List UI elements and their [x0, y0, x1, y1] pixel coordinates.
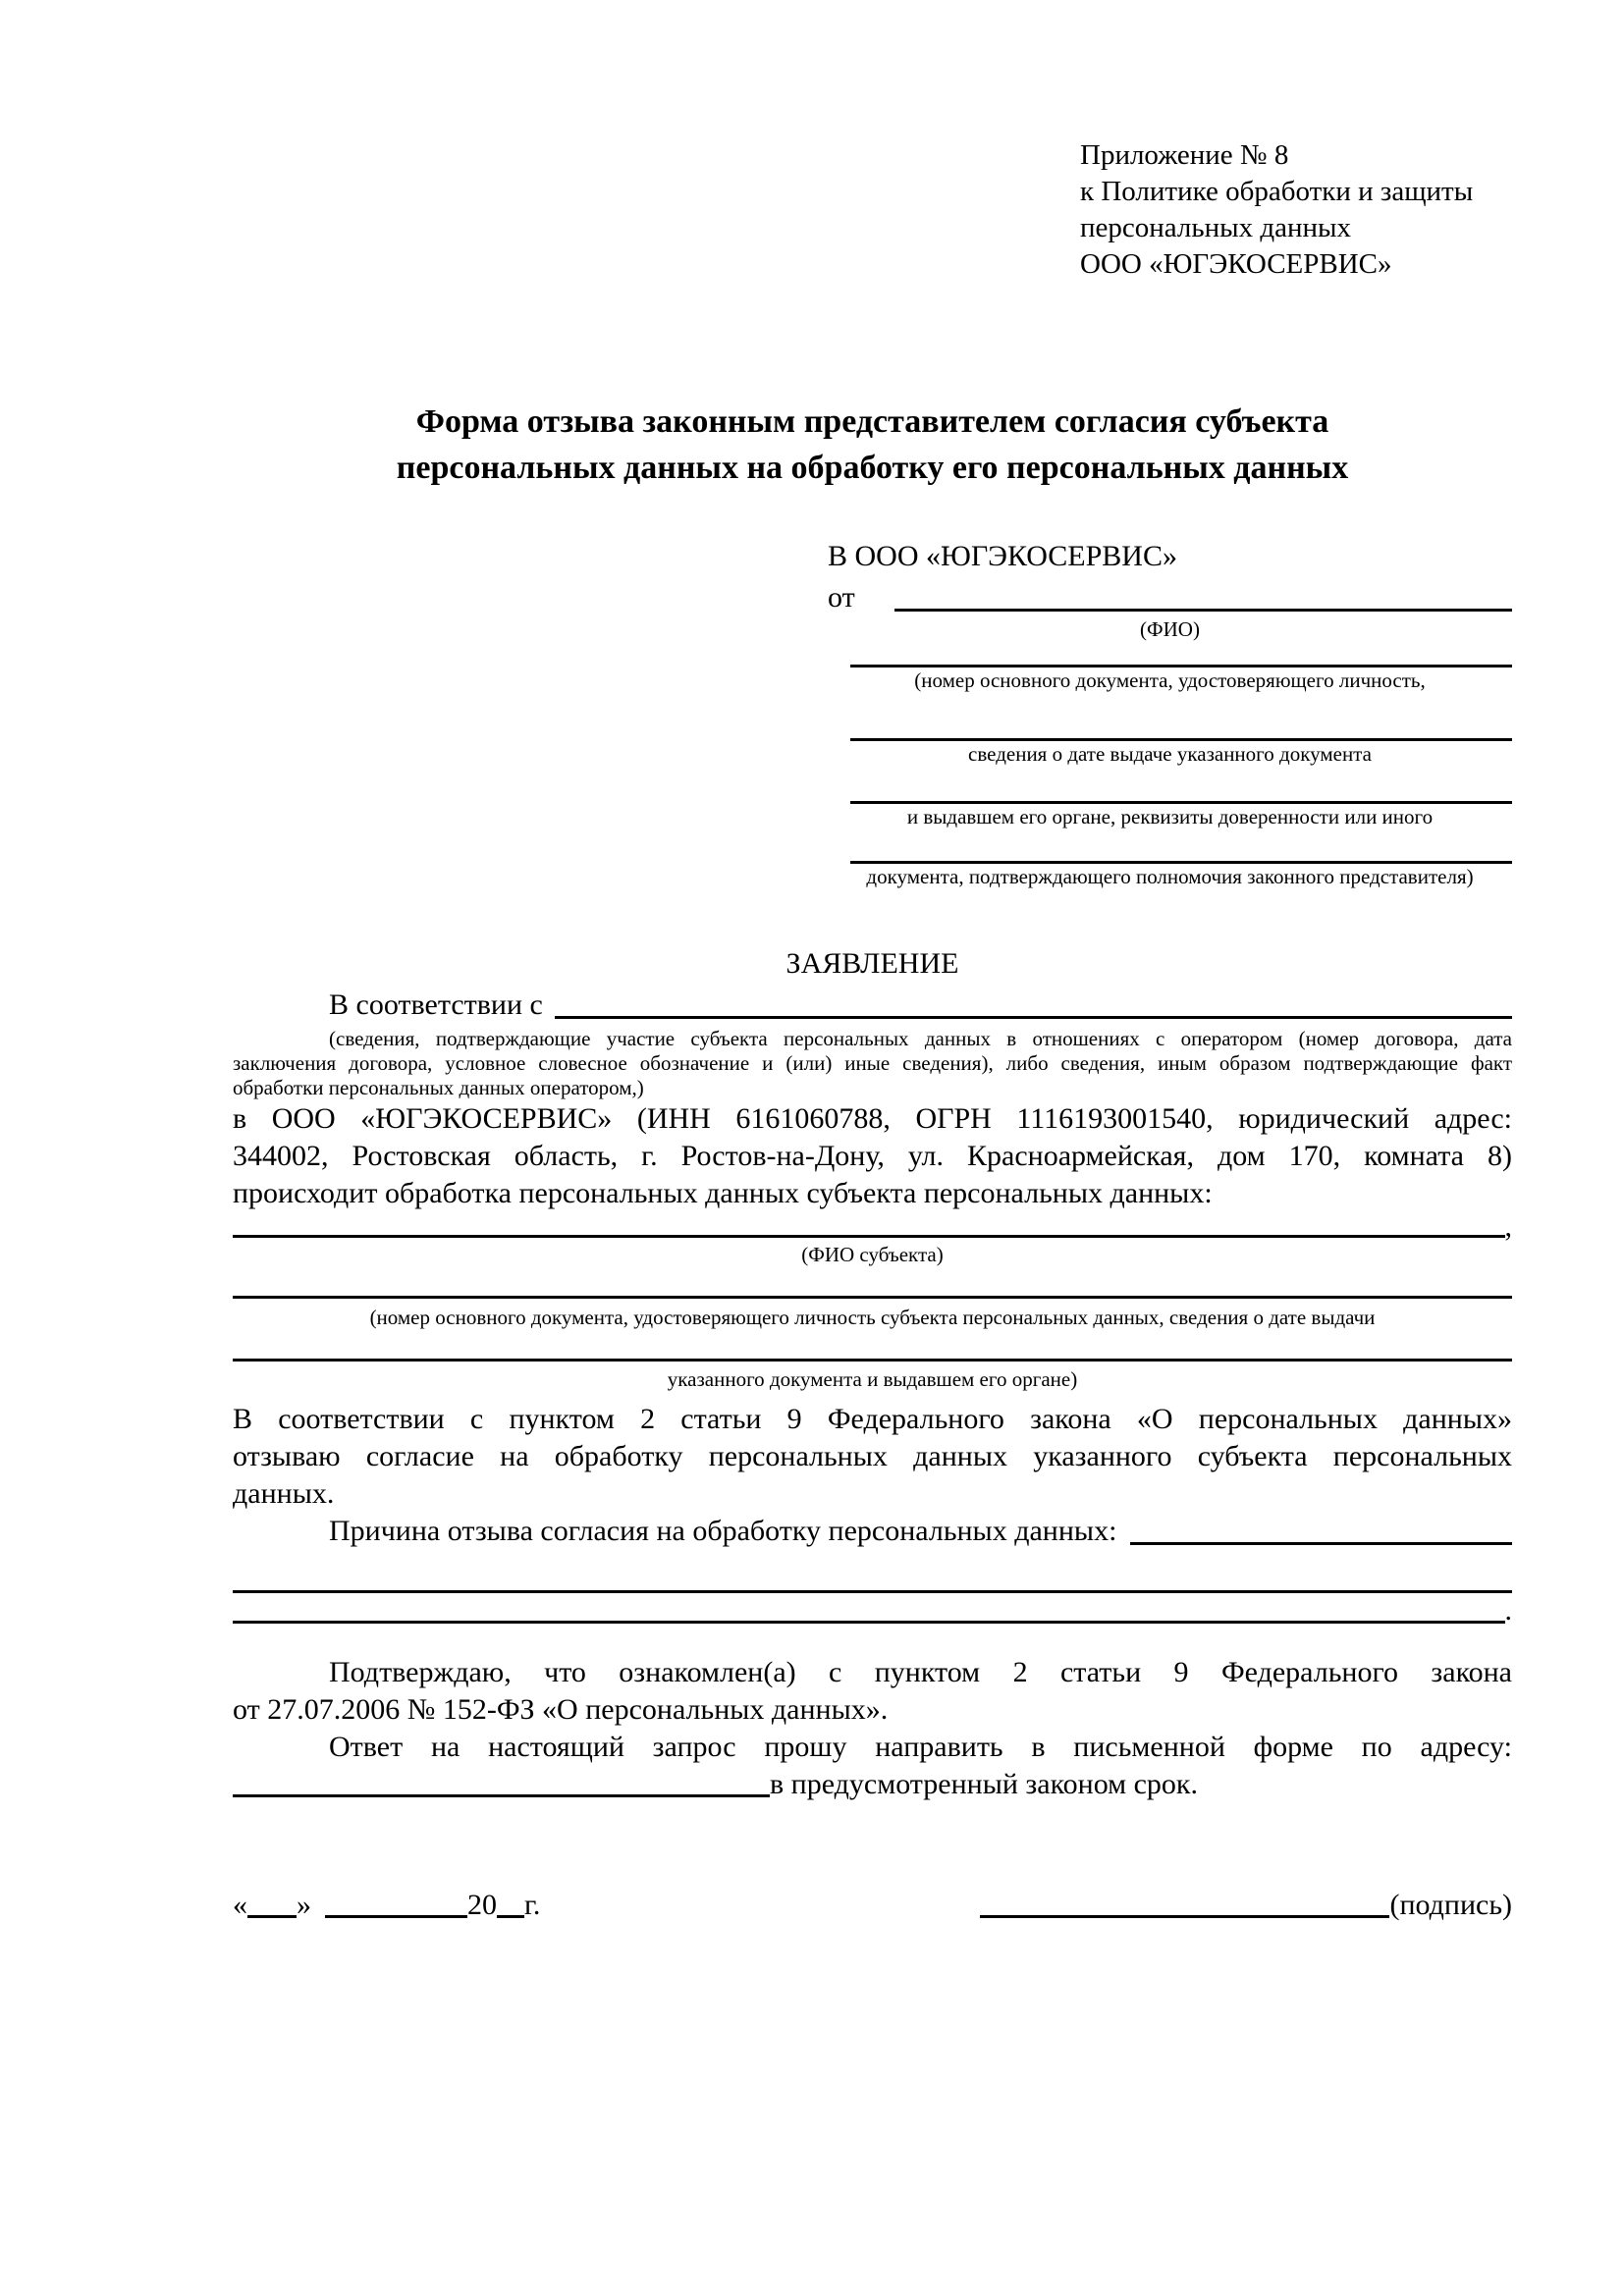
withdrawal-paragraph — [233, 1401, 1512, 1513]
caption-doc-authority: и выдавшем его органе, реквизиты доверенности или иного — [906, 805, 1434, 828]
signature-field — [980, 1887, 1512, 1924]
date-year-prefix: 20 — [467, 1889, 497, 1921]
withdrawal-line: данных. — [233, 1477, 335, 1510]
intro-blank-line — [555, 1016, 1512, 1019]
trailing-period: . — [1504, 1594, 1512, 1627]
date-day-blank — [247, 1915, 297, 1918]
operator-line: 344002, Ростовская область, г. Ростов-на-Дону, ул. Красноармейская, дом 170, комната 8) — [233, 1140, 1512, 1172]
caption-subject-fio: (ФИО субъекта) — [801, 1243, 944, 1266]
from-label: от — [828, 581, 855, 614]
subject-comma: , — [1504, 1210, 1512, 1243]
caption-subject-doc-1: (номер основного документа, удостоверяющего личность субъекта персональных данных, сведения о дате выдачи — [369, 1306, 1376, 1329]
confirmation-paragraph — [233, 1654, 1512, 1729]
subject-name-row — [233, 1212, 1512, 1242]
note-line: (сведения, подтверждающие участие субъекта персональных данных в отношениях с оператором (номер договора, дата — [329, 1027, 1512, 1050]
subject-name-blank-line — [233, 1235, 1505, 1238]
note-paragraph — [233, 1027, 1512, 1100]
appendix-line: ООО «ЮГЭКОСЕРВИС» — [1080, 248, 1392, 280]
caption-doc-number: (номер основного документа, удостоверяющего личность, — [914, 668, 1426, 692]
caption-fio: (ФИО) — [1140, 617, 1200, 641]
subject-doc-authority-blank-line — [233, 1359, 1512, 1362]
reason-extra-row-2 — [233, 1593, 1512, 1629]
withdrawal-line: В соответствии с пунктом 2 статьи 9 Федерального закона «О персональных данных» — [233, 1403, 1512, 1435]
reason-blank-line — [1130, 1542, 1512, 1545]
reply-line: Ответ на настоящий запрос прошу направить в письменной форме по адресу: — [329, 1731, 1512, 1763]
subject-doc-blank-line — [233, 1296, 1512, 1299]
appendix-line: персональных данных — [1080, 212, 1352, 243]
reply-tail: в предусмотренный законом срок. — [770, 1768, 1198, 1800]
confirmation-line: Подтверждаю, что ознакомлен(а) с пунктом 2 статьи 9 Федерального закона — [329, 1656, 1512, 1688]
document-title-line: Форма отзыва законным представителем согласия субъекта — [415, 403, 1329, 440]
document-title — [233, 399, 1512, 491]
withdrawal-line: отзываю согласие на обработку персональных данных указанного субъекта персональных — [233, 1440, 1512, 1472]
appendix-line: Приложение № 8 — [1080, 139, 1289, 171]
date-quote-open: « — [233, 1889, 247, 1921]
document-title-line: персональных данных на обработку его персональных данных — [396, 450, 1349, 486]
addressee-company: В ООО «ЮГЭКОСЕРВИС» — [828, 540, 1177, 572]
note-line: заключения договора, условное словесное обозначение и (или) иные сведения), либо сведения, иным образом подтверждающие факт — [233, 1051, 1512, 1075]
caption-subject-doc-2: указанного документа и выдавшем его органе) — [667, 1367, 1078, 1391]
reply-paragraph — [233, 1729, 1512, 1803]
caption-representative-doc: документа, подтверждающего полномочия законного представителя) — [866, 865, 1474, 888]
operator-line: в ООО «ЮГЭКОСЕРВИС» (ИНН 6161060788, ОГРН 1116193001540, юридический адрес: — [233, 1102, 1512, 1135]
caption-doc-issue-date: сведения о дате выдаче указанного документа — [968, 742, 1372, 766]
signature-caption: (подпись) — [1389, 1889, 1512, 1921]
reason-label: Причина отзыва согласия на обработку персональных данных: — [329, 1515, 1117, 1547]
signature-blank-line — [980, 1915, 1389, 1918]
date-field — [233, 1887, 540, 1924]
date-year-blank — [497, 1915, 524, 1918]
from-row — [828, 579, 1512, 616]
reply-address-blank-line — [233, 1794, 770, 1797]
fio-blank-line — [894, 609, 1512, 612]
note-line: обработки персональных данных оператором,) — [233, 1076, 644, 1099]
statement-heading: ЗАЯВЛЕНИЕ — [785, 947, 959, 980]
date-month-blank — [325, 1915, 467, 1918]
reason-row — [233, 1513, 1512, 1550]
date-year-suffix: г. — [524, 1889, 541, 1921]
reply-tail-row — [233, 1766, 1512, 1803]
appendix-block — [1080, 137, 1512, 283]
date-quote-close: » — [297, 1889, 311, 1921]
operator-line: происходит обработка персональных данных субъекта персональных данных: — [233, 1177, 1213, 1209]
intro-row — [233, 987, 1512, 1024]
reason-extra-blank-line-2 — [233, 1621, 1505, 1624]
operator-paragraph — [233, 1100, 1512, 1212]
confirmation-line: от 27.07.2006 № 152-ФЗ «О персональных данных». — [233, 1693, 889, 1726]
appendix-line: к Политике обработки и защиты — [1080, 176, 1474, 207]
footer-row — [233, 1887, 1512, 1924]
intro-label: В соответствии с — [329, 988, 543, 1021]
addressee-block — [828, 538, 1512, 890]
